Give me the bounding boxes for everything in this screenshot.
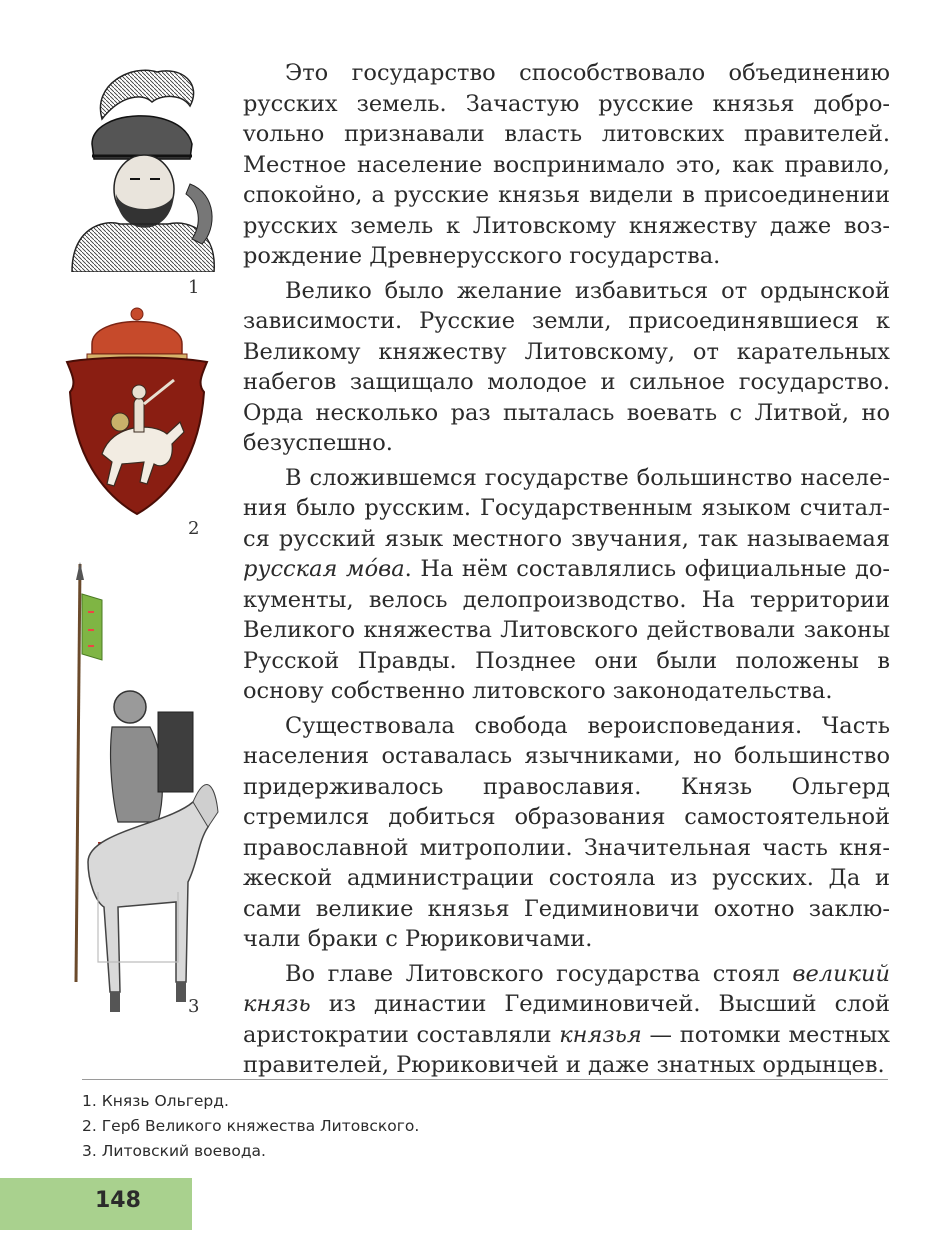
lithuanian-voevoda [58,562,223,1030]
illustration-number-3: 3 [188,996,200,1017]
text-segment: Существовала свобода вероисповедания. Часть населения оставалась язычниками, но большинство придерживалось православия. Князь Ольгерд стремился добиться образования самостоятельной православной митрополии. Значительная часть княжеской администрации состояла из русских. Да и сами великие князья Гедиминовичи охотно заключали браки с Рюриковичами. [243,712,890,952]
illustration-column [0,0,230,1120]
knyaz-olgerd-portrait [62,64,222,272]
illustration-number-1: 1 [188,277,200,298]
page-number: 148 [95,1188,141,1213]
illustration-number-2: 2 [188,518,200,539]
text-segment: Велико было желание избавиться от ордынской зависимости. Русские земли, присоединявшиеся к Великому княжеству Литовскому, от карательных набегов защищало молодое и сильное государство. Орда несколько раз пыталась воевать с Литвой, но безуспешно. [243,277,890,456]
paragraph-3 [243,463,890,707]
divider [82,1079,888,1080]
caption-1: 1. Князь Ольгерд. [82,1092,229,1110]
caption-2: 2. Герб Великого княжества Литовского. [82,1117,420,1135]
italic-term: князья [559,1021,642,1048]
paragraph-5 [243,959,890,1081]
paragraph-1 [243,58,890,272]
text-segment: Во главе Литовского государства стоял [285,960,793,987]
text-segment: Это государство способствовало объединению русских земель. Зачастую русские князья доброvольно признавали власть литовских правителей. Местное население воспринимало это, как правило, спокойно, а русские князья видели в присоединении русских земель к Литовскому княжеству даже возрождение Древнерусского государства. [243,60,890,269]
coat-of-arms [62,304,212,516]
text-segment: . На нём составлялись официальные документы, велось делопроизводство. На территории Великого княжества Литовского действовали законы Русской Правды. Позднее они были положены в основу собственно литовского законодательства. [243,556,890,704]
italic-term: русская мо́ва [243,556,405,582]
paragraph-4 [243,711,890,955]
main-text [243,58,890,1085]
caption-3: 3. Литовский воевода. [82,1142,266,1160]
text-segment: — потомки местных правителей, Рюриковичей и даже знатных ордынцев. [243,1021,890,1078]
text-segment: В сложившемся государстве большинство населения было русским. Государственным языком считался русский язык местного звучания, так называемая [243,464,890,552]
text-segment: из династии Гедиминовичей. Высший слой аристократии составляли [243,991,890,1048]
paragraph-2 [243,276,890,459]
captions [82,1089,419,1164]
italic-term: великий князь [243,960,890,1017]
